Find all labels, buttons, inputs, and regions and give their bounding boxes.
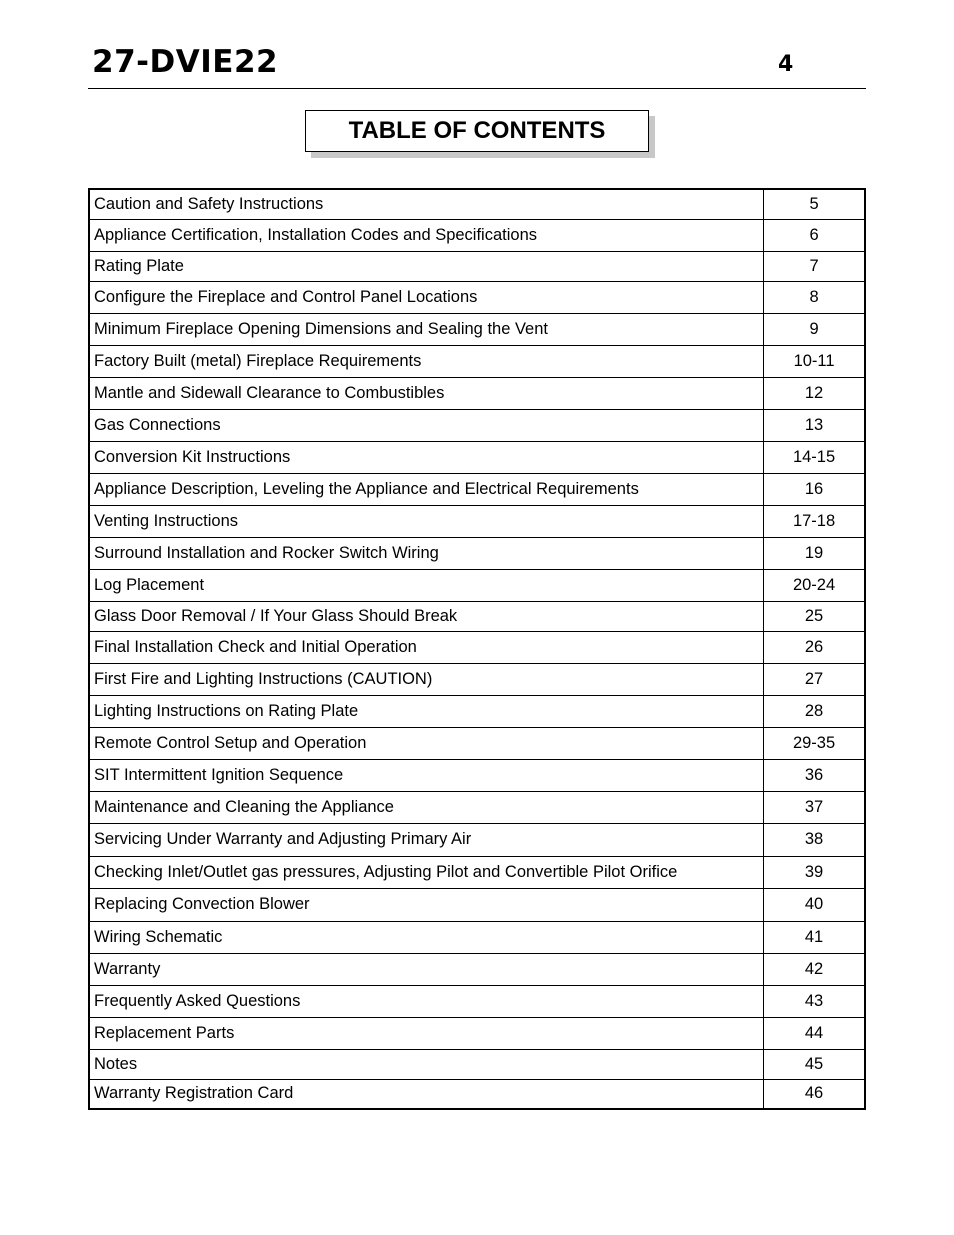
toc-row xyxy=(89,537,865,569)
toc-entry-page: 36 xyxy=(764,759,865,791)
toc-entry-title: Surround Installation and Rocker Switch Wiring xyxy=(89,537,764,569)
toc-entry-page: 39 xyxy=(764,856,865,888)
toc-entry-title: Servicing Under Warranty and Adjusting Primary Air xyxy=(89,823,764,856)
toc-row xyxy=(89,695,865,727)
toc-row xyxy=(89,1017,865,1049)
toc-row xyxy=(89,441,865,473)
toc-row xyxy=(89,569,865,601)
toc-entry-page: 27 xyxy=(764,663,865,695)
toc-row xyxy=(89,985,865,1017)
toc-row xyxy=(89,251,865,281)
toc-row xyxy=(89,409,865,441)
toc-row xyxy=(89,727,865,759)
toc-row xyxy=(89,791,865,823)
toc-entry-title: Remote Control Setup and Operation xyxy=(89,727,764,759)
toc-row xyxy=(89,1049,865,1079)
toc-row xyxy=(89,888,865,921)
toc-row xyxy=(89,921,865,953)
toc-entry-page: 8 xyxy=(764,281,865,313)
toc-entry-title: SIT Intermittent Ignition Sequence xyxy=(89,759,764,791)
toc-entry-title: Checking Inlet/Outlet gas pressures, Adjusting Pilot and Convertible Pilot Orifice xyxy=(89,856,764,888)
toc-entry-page: 9 xyxy=(764,313,865,345)
toc-entry-title: Mantle and Sidewall Clearance to Combustibles xyxy=(89,377,764,409)
toc-row xyxy=(89,219,865,251)
toc-row xyxy=(89,313,865,345)
toc-entry-title: Venting Instructions xyxy=(89,505,764,537)
toc-title-box xyxy=(305,110,649,152)
toc-entry-page: 38 xyxy=(764,823,865,856)
toc-entry-title: Glass Door Removal / If Your Glass Should Break xyxy=(89,601,764,631)
toc-entry-title: Conversion Kit Instructions xyxy=(89,441,764,473)
toc-entry-page: 20-24 xyxy=(764,569,865,601)
toc-entry-page: 46 xyxy=(764,1079,865,1109)
toc-row xyxy=(89,953,865,985)
toc-entry-title: Warranty Registration Card xyxy=(89,1079,764,1109)
toc-row xyxy=(89,856,865,888)
toc-entry-title: Appliance Certification, Installation Codes and Specifications xyxy=(89,219,764,251)
toc-entry-title: Factory Built (metal) Fireplace Requirements xyxy=(89,345,764,377)
toc-entry-title: Caution and Safety Instructions xyxy=(89,189,764,219)
toc-table xyxy=(88,188,866,1110)
toc-entry-page: 25 xyxy=(764,601,865,631)
toc-row xyxy=(89,663,865,695)
toc-entry-page: 16 xyxy=(764,473,865,505)
toc-row xyxy=(89,823,865,856)
toc-row xyxy=(89,345,865,377)
toc-entry-title: Final Installation Check and Initial Operation xyxy=(89,631,764,663)
toc-entry-page: 40 xyxy=(764,888,865,921)
toc-row xyxy=(89,377,865,409)
toc-entry-page: 42 xyxy=(764,953,865,985)
toc-entry-page: 45 xyxy=(764,1049,865,1079)
toc-entry-page: 29-35 xyxy=(764,727,865,759)
toc-entry-title: Notes xyxy=(89,1049,764,1079)
toc-row xyxy=(89,473,865,505)
toc-entry-page: 41 xyxy=(764,921,865,953)
toc-entry-title: Configure the Fireplace and Control Panel Locations xyxy=(89,281,764,313)
toc-entry-page: 37 xyxy=(764,791,865,823)
toc-row xyxy=(89,759,865,791)
toc-entry-title: Replacing Convection Blower xyxy=(89,888,764,921)
toc-entry-page: 26 xyxy=(764,631,865,663)
toc-entry-page: 43 xyxy=(764,985,865,1017)
model-number: 27-DVIE22 xyxy=(92,44,279,80)
toc-entry-title: Log Placement xyxy=(89,569,764,601)
toc-entry-title: Appliance Description, Leveling the Appliance and Electrical Requirements xyxy=(89,473,764,505)
page-header xyxy=(88,40,866,89)
page-number: 4 xyxy=(778,52,794,77)
toc-entry-title: Wiring Schematic xyxy=(89,921,764,953)
toc-row xyxy=(89,505,865,537)
toc-entry-page: 12 xyxy=(764,377,865,409)
toc-entry-page: 17-18 xyxy=(764,505,865,537)
toc-entry-page: 14-15 xyxy=(764,441,865,473)
toc-entry-title: Gas Connections xyxy=(89,409,764,441)
toc-entry-title: First Fire and Lighting Instructions (CAUTION) xyxy=(89,663,764,695)
toc-entry-title: Replacement Parts xyxy=(89,1017,764,1049)
toc-row xyxy=(89,189,865,219)
toc-entry-title: Maintenance and Cleaning the Appliance xyxy=(89,791,764,823)
toc-entry-title: Frequently Asked Questions xyxy=(89,985,764,1017)
toc-entry-page: 5 xyxy=(764,189,865,219)
toc-entry-page: 28 xyxy=(764,695,865,727)
toc-title: TABLE OF CONTENTS xyxy=(305,110,649,152)
toc-row xyxy=(89,1079,865,1109)
toc-entry-title: Minimum Fireplace Opening Dimensions and Sealing the Vent xyxy=(89,313,764,345)
toc-entry-page: 7 xyxy=(764,251,865,281)
toc-entry-title: Lighting Instructions on Rating Plate xyxy=(89,695,764,727)
toc-entry-title: Warranty xyxy=(89,953,764,985)
toc-row xyxy=(89,601,865,631)
toc-body xyxy=(89,189,865,1109)
toc-entry-title: Rating Plate xyxy=(89,251,764,281)
toc-entry-page: 6 xyxy=(764,219,865,251)
toc-row xyxy=(89,631,865,663)
toc-entry-page: 19 xyxy=(764,537,865,569)
toc-row xyxy=(89,281,865,313)
toc-entry-page: 44 xyxy=(764,1017,865,1049)
toc-entry-page: 10-11 xyxy=(764,345,865,377)
toc-entry-page: 13 xyxy=(764,409,865,441)
